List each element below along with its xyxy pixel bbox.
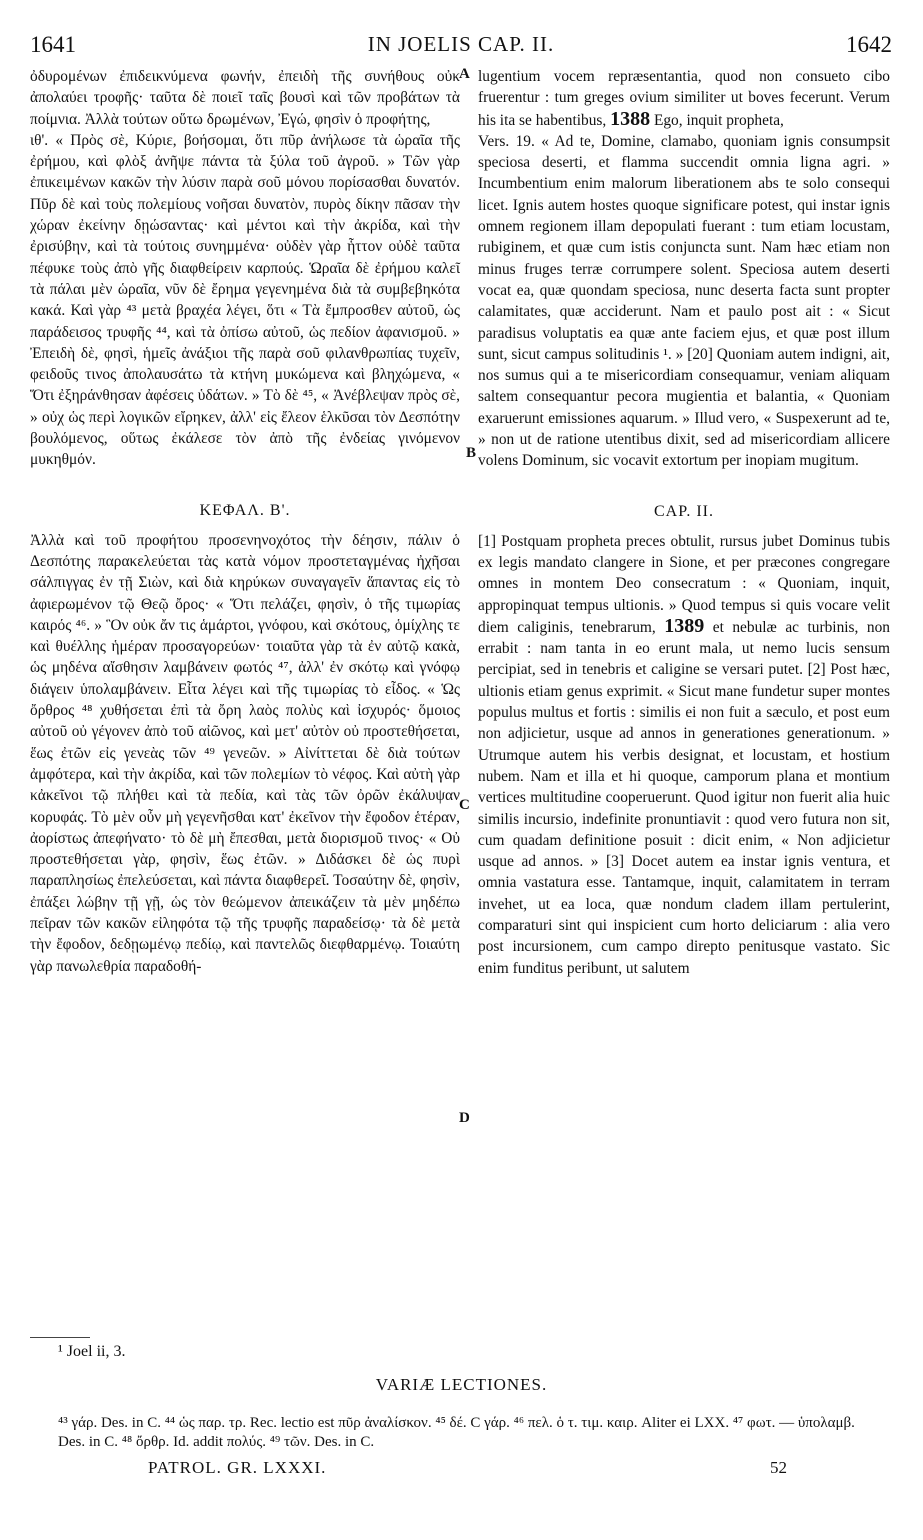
latin-section-title: CAP. II. <box>653 502 714 520</box>
margin-letter-c: C <box>459 797 470 813</box>
margin-letter-a: A <box>459 66 470 82</box>
latin-text: lugentium vocem repræsentantia, quod non consueto cibo fruerentur : tum greges ovium similiter ut boves fecerunt. Verum his ita se habentibus, <box>478 68 890 129</box>
latin-text: Ego, inquit propheta, <box>650 111 784 129</box>
column-marker: 1389 <box>664 614 705 637</box>
latin-paragraph <box>478 66 890 131</box>
variae-lectiones-title: VARIÆ LECTIONES. <box>375 1375 548 1394</box>
footnote: ¹ Joel ii, 3. <box>58 1343 126 1360</box>
latin-text: [1] Postquam propheta preces obtulit, rursus jubet Dominus tubis ex legis mandato clangere in Sione, et per præcones congregare omnes in montem Deo consecratum : « Quoniam, inquit, appropinquat tempus ultionis. » Quod tempus si quis vocare velit diem caliginis, tenebrarum, <box>478 532 890 636</box>
latin-paragraph: Vers. 19. « Ad te, Domine, clamabo, quoniam ignis consumpsit speciosa deserti, et flamma succendit omnia ligna agri. » Incumbentium enim malorum liberationem abs te solo consequi licet. Ignis autem hostes quoque significare potest, qui instar ignis omnem regionem illam depopulati fuerant : tum etiam locustam, rubiginem, et quæ cum istis conjuncta sunt. Nam hæc etiam non minus fruges terræ corrumpere solent. Speciosa autem deserti vocat ea, quæ quondam speciosa, nunc deserta facta sunt propter calamitates, quæ acciderunt. Nam et paulo post ait : « Sicut paradisus voluptatis ea quæ ante faciem ejus, et quæ post illum sunt, sicut campus solitudinis ¹. » [20] Quoniam autem indigni, ait, nos sumus qui a te misericordiam consequamur, veniam aliquam saltem consequantur pecora mugientia et balantia, « Quoniam exaruerunt emissiones aquarum. » Illud vero, « Suspexerunt ad te, » non ut de ratione utentibus dixit, sed ad misericordiam allicere volens Dominum, sic vocavit extortum per inopiam mugitum. <box>478 132 890 470</box>
column-number-left: 1641 <box>30 32 76 57</box>
margin-letter-b: B <box>466 445 477 461</box>
greek-column <box>30 66 460 977</box>
greek-section-title: ΚΕΦΑΛ. Β'. <box>199 501 291 519</box>
variae-lectiones-text: ⁴³ γάρ. Des. in C. ⁴⁴ ὡς παρ. τρ. Rec. lectio est πῦρ ἀναλίσκον. ⁴⁵ δέ. C γάρ. ⁴⁶ πελ. ὁ τ. τιμ. καιρ. Aliter ei LXX. ⁴⁷ φωτ. — ὑπολαμβ. Des. in C. ⁴⁸ ὄρθρ. Id. addit πολύς. ⁴⁹ τῶν. Des. in C. <box>58 1415 855 1450</box>
running-title: IN JOELIS CAP. II. <box>367 32 555 56</box>
signature-left: PATROL. GR. LXXXI. <box>148 1458 327 1477</box>
greek-paragraph: Ἀλλὰ καὶ τοῦ προφήτου προσενηνοχότος τὴν δέησιν, πάλιν ὁ Δεσπότης παρακελεύεται τὰς κατὰ νόμον προστεταγμένας ἠχῆσαι σάλπιγγας ἐν τῇ Σιὼν, καὶ διὰ κηρύκων συναγαγεῖν ἅπαντας εἰς τὸ ἀφιερωμένον τῷ Θεῷ ὄρος· « Ὅτι πελάζει, φησὶν, ὁ τῆς τιμωρίας καιρός ⁴⁶. » Ὃν οὐκ ἄν τις ἁμάρτοι, γνόφου, καὶ σκότους, ὁμίχλης τε καὶ θυέλλης ἡμέραν προσαγορεύων· τοιαῦτα γὰρ τὰ ἐν αὐτῷ κακὰ, ὡς μηδένα αἴσθησιν λαμβάνειν φωτός ⁴⁷, ἀλλ' ἐν σκότῳ καὶ γνόφῳ διάγειν ὑπολαμβάνειν. Εἶτα λέγει καὶ τῆς τιμωρίας τὸ εἶδος. « Ὡς ὄρθρος ⁴⁸ χυθήσεται ἐπὶ τὰ ὄρη λαὸς πολὺς καὶ ἰσχυρός· ὅμοιος αὐτοῦ οὐ γέγονεν ἀπὸ τοῦ αἰῶνος, καὶ μετ' αὐτὸν οὐ προστεθήσεται, ἕως ἐτῶν εἰς γενεὰς τῶν ⁴⁹ γενεῶν. » Αἰνίττεται δὲ διὰ τούτων ἀμφότερα, καὶ τὴν ἀκρίδα, καὶ τῶν πολεμίων τὸ νέφος. Καὶ αὐτὴ γὰρ κἀκεῖνοι τῷ πλήθει καὶ τὰ πεδία, καὶ τὰς τῶν ὀρῶν ἐκάλυψαν κορυφάς. Τὸ μὲν οὖν μὴ γεγενῆσθαι κατ' ἐκεῖνον τὴν ἔφοδον ἑτέραν, ἀορίστως ἀπεφήνατο· τὸ δὲ μὴ ἔπεσθαι, μετὰ διορισμοῦ τινος· « Οὐ προστεθήσεται γὰρ, φησὶν, ἕως ἐτῶν. » Διδάσκει δὲ ὡς πυρὶ παραπλησίως ἐπελεύσεται, καὶ πάντα διαφθερεῖ. Τοσαύτην δὲ, φησὶν, ἐπάξει λώβην τῇ γῇ, ὡς τὸν θεώμενον ἀπεικάζειν τὰ μὲν μηδέπω πεῖραν τῶν κακῶν εἰληφότα τῷ τῆς τρυφῆς παραδείσῳ· τὰ δὲ μετὰ τὴν ἔφοδον, δεδῃωμένῳ πεδίῳ, καὶ παντελῶς διεφθαρμένῳ. Τοιαύτη γὰρ πανωλεθρία παραδοθή- <box>30 531 460 975</box>
column-marker: 1388 <box>610 107 651 130</box>
footnote-rule <box>30 1337 90 1338</box>
page-header <box>30 32 892 66</box>
latin-paragraph <box>478 531 890 979</box>
margin-letter-d: D <box>459 1110 470 1126</box>
signature-right: 52 <box>770 1458 787 1477</box>
column-number-right: 1642 <box>846 32 892 57</box>
greek-paragraph: ὀδυρομένων ἐπιδεικνύμενα φωνήν, ἐπειδὴ τῆς συνήθους οὐκ ἀπολαύει τροφῆς· ταῦτα δὲ ποιεῖ ταῖς βουσὶ καὶ τῶν προβάτων τὰ ποίμνια. Ἀλλὰ τούτων οὕτω δρωμένων, Ἐγώ, φησὶν ὁ προφήτης, <box>30 68 460 128</box>
greek-paragraph: ιθ'. « Πρὸς σὲ, Κύριε, βοήσομαι, ὅτι πῦρ ἀνήλωσε τὰ ὡραῖα τῆς ἐρήμου, καὶ φλὸξ ἀνῆψε πάντα τὰ ξύλα τοῦ ἀγροῦ. » Τῶν γὰρ ἐπικειμένων κακῶν τὴν λύσιν παρὰ σοῦ μόνου πορίσασθαι δυνατόν. Πῦρ δὲ καὶ τοὺς πολεμίους νοῆσαι δυνατὸν, πυρὸς δίκην πᾶσαν τὴν χώραν ἐκείνην δῃώσαντας· καὶ μέντοι καὶ τὴν ἀκρίδα, καὶ τὴν ἐρισύβην, καὶ τὰ τούτοις συνημμένα· οὐδὲν γὰρ ἧττον οὐδὲ ταῦτα πέφυκε τοὺς ἀπὸ γῆς διαφθείρειν καρπούς. Ὡραῖα δὲ ἐρήμου καλεῖ τὰ πάλαι μὲν ὡραῖα, νῦν δὲ ἔρημα γεγενημένα διὰ τὰ συμβεβηκότα κακά. Καὶ γὰρ ⁴³ μετὰ βραχέα λέγει, ὅτι « Τὰ ἔμπροσθεν αὐτοῦ, ὡς παράδεισος τρυφῆς ⁴⁴, καὶ τὰ ὀπίσω αὐτοῦ, ὡς πεδίον ἀφανισμοῦ. » Ἐπειδὴ δὲ, φησὶ, ἡμεῖς ἀνάξιοι τῆς παρὰ σοῦ φιλανθρωπίας τυχεῖν, φειδοῦς τινος ἀπολαυσάτω τὰ κτήνη μυκώμενα καὶ βληχώμενα, « Ὅτι ἐξηράνθησαν ἀφέσεις ὑδάτων. » Τὸ δὲ ⁴⁵, « Ἀνέβλεψαν πρὸς σὲ, » οὐχ ὡς περὶ λογικῶν εἴρηκεν, ἀλλ' εἰς ἔλεον ἑλκῦσαι τὸν Δεσπότην βουλόμενος, οὕτως ἐκάλεσε τὸν ἀπὸ τῆς ἐνδείας γινόμενον μυκηθμόν. <box>30 131 460 469</box>
latin-text: et nebulæ ac turbinis, non errabit : nam tanta in eo erunt mala, ut nemo lucis sensum percipiat, sed in tenebris et caligine se versari putet. [2] Post hæc, ultionis etiam genus exprimit. « Sicut mane fundetur super montes populus multus et fortis : similis ei non fuit a sæculo, et post eum non adjicietur, usque ad annos in generationes generationum. » Utrumque autem his verbis designat, et locustam, et hostium nubem. Nam et illa et hi quoque, camporum plana et montium vertices multitudine cooperuerunt. Quod igitur non fuerit alia huic similis incursio, indefinite pronuntiavit : quod vero futura non sit, cum quadam definitione posuit : dicit enim, « Non adjicietur usque ad annos. » [3] Docet autem ea instar ignis ventura, et omnia vastatura esse. Tantamque, inquit, calamitatem in terram invehet, ut ea loca, quæ nondum cladem illam pertulerint, comparaturi sint qui inspicient cum horto deliciarum : alia vero post incursionem, cum campo direpto penitusque vastato. Sic enim funditus peribunt, ut salutem <box>478 618 890 977</box>
latin-column <box>478 66 890 979</box>
